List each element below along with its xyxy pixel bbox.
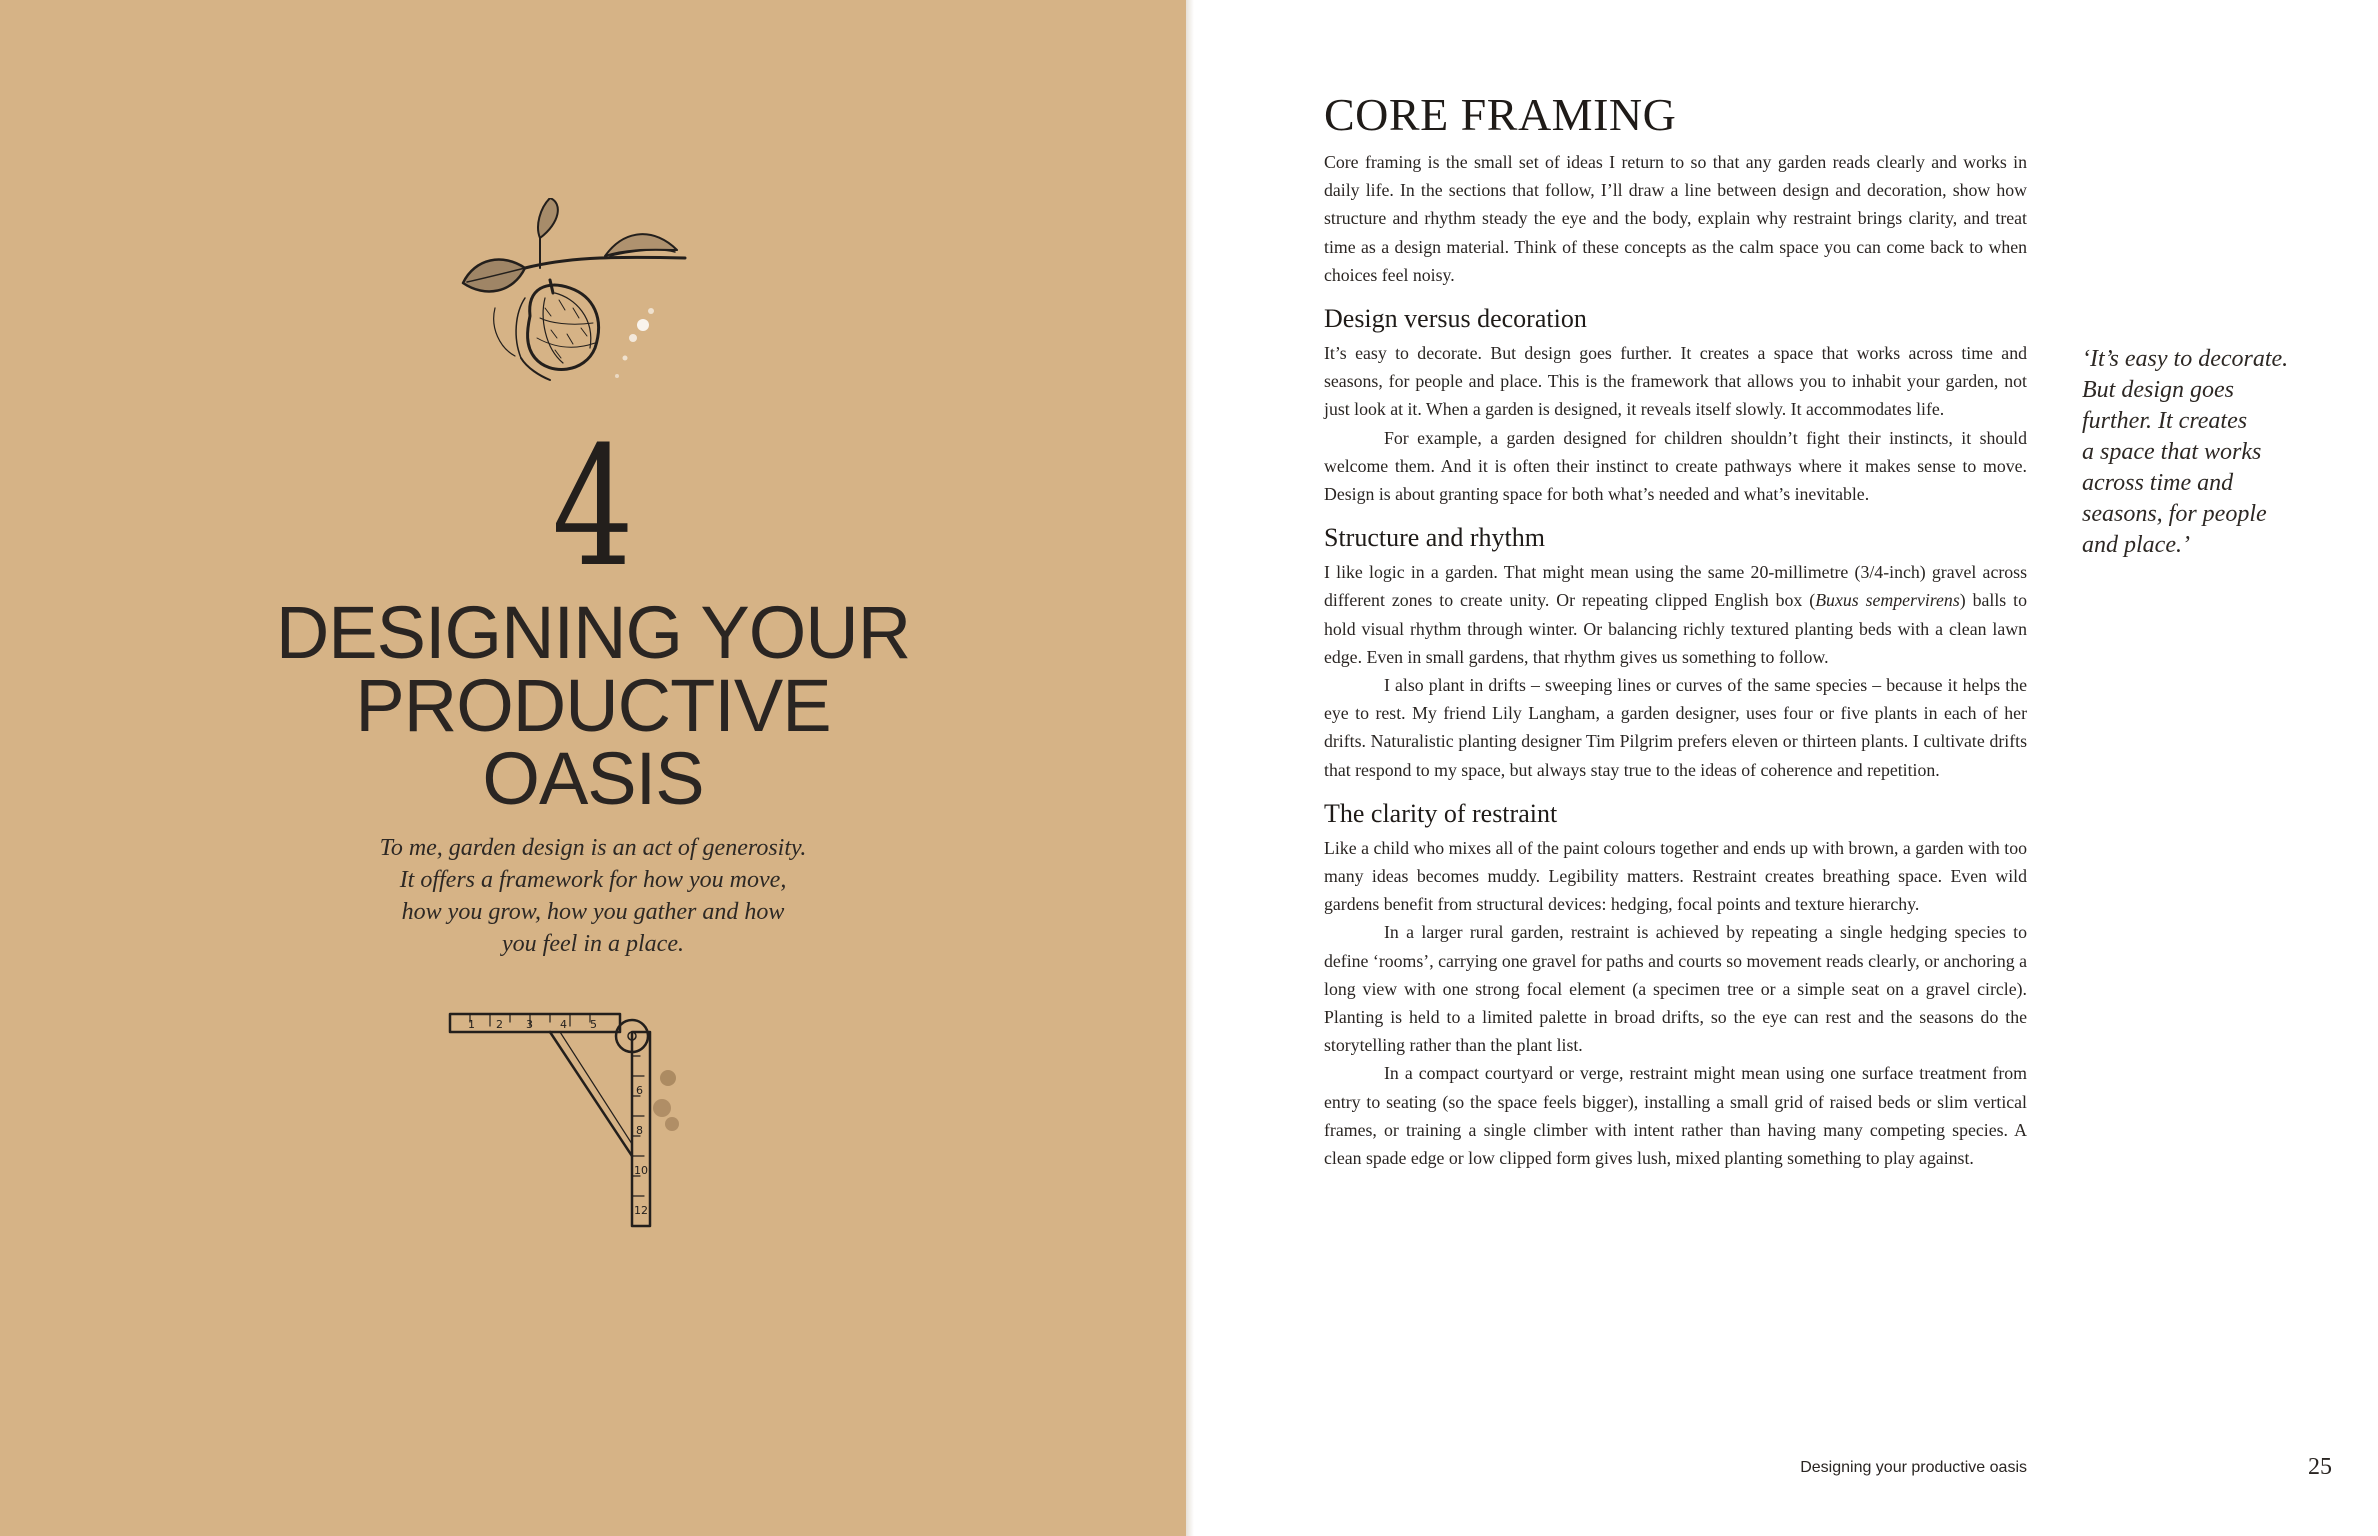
chapter-number: 4 [552,411,634,603]
pull-quote-line: a space that works [2082,439,2262,465]
ruler-mark: 4 [560,1018,567,1031]
section-title: CORE FRAMING [1324,89,1677,140]
ruler-mark: 12 [634,1204,648,1217]
chapter-title-line: DESIGNING YOUR [275,591,911,674]
ruler-mark: 10 [634,1164,648,1177]
ruler-mark: 1 [468,1018,475,1031]
body-paragraph: It’s easy to decorate. But design goes further. It creates a space that works across time and seasons, for people and place. This is the framework that allows you to inhabit your garden, not just look at it. When a garden is designed, it reveals itself slowly. It accommodates life. [1324,343,2027,420]
page-gutter [1186,0,1194,1536]
chapter-intro-line: It offers a framework for how you move, [399,867,787,893]
content-page [1194,0,2378,1536]
body-text-segment: I like logic in a garden. That might mean using the same 20-millimetre (3/4-inch) gravel across different zones to create unity. Or repeating clipped English box ( [1324,562,2027,611]
pull-quote-line: seasons, for people [2082,501,2267,527]
ruler-mark: 3 [526,1018,533,1031]
pull-quote [2082,344,2332,561]
chapter-intro-line: how you grow, how you gather and how [401,899,785,925]
chapter-intro-line: To me, garden design is an act of generosity. [379,835,807,861]
pull-quote-line: across time and [2082,470,2234,496]
chapter-intro [330,832,856,960]
folding-ruler-illustration [440,1006,690,1231]
pull-quote-line: further. It creates [2082,408,2248,434]
body-text [1324,148,2027,1172]
chapter-opener-page [0,0,1186,1536]
chapter-title-line: OASIS [482,737,704,820]
ruler-mark: 2 [496,1018,503,1031]
pull-quote-line: ‘It’s easy to decorate. [2082,346,2289,372]
chapter-title [180,591,1006,820]
ruler-mark: 5 [590,1018,597,1031]
subsection-heading: Design versus decoration [1324,304,1587,334]
fruit-branch-illustration [455,198,705,398]
pull-quote-line: and place.’ [2082,532,2190,558]
body-paragraph: For example, a garden designed for children shouldn’t fight their instincts, it should welcome them. And it is often their instinct to create pathways where it makes sense to move. Design is about granting space for both what’s needed and what’s inevitable. [1324,427,2027,505]
ruler-mark: 8 [636,1124,643,1137]
botanical-name: Buxus sempervirens [1815,590,1960,611]
body-paragraph [1324,558,2027,671]
body-paragraph: Like a child who mixes all of the paint colours together and ends up with brown, a garden with too many ideas becomes muddy. Legibility matters. Restraint creates breathing space. Even wild gardens benefit from structural devices: hedging, focal points and texture hierarchy. [1324,837,2027,915]
body-paragraph: In a compact courtyard or verge, restraint might mean using one surface treatment from entry to seating (so the space feels bigger), installing a small grid of raised beds or slim vertical frames, or training a single climber with intent rather than having many competing species. A clean spade edge or low clipped form gives lush, mixed planting something to play against. [1324,1063,2027,1169]
body-paragraph: In a larger rural garden, restraint is achieved by repeating a single hedging species to define ‘rooms’, carrying one gravel for paths and courts so movement reads clearly, or anchoring a long view with one strong focal element (a specimen tree or a simple seat on a gravel circle). Planting is held to a limited palette in broad drifts, so the eye can rest and the seasons do the storytelling rather than the plant list. [1324,922,2027,1056]
page-number: 25 [2308,1454,2332,1480]
chapter-title-line: PRODUCTIVE [355,664,831,747]
body-text-segment: ) balls to hold visual rhythm through winter. Or balancing richly textured planting beds with a clean lawn edge. Even in small gardens, that rhythm gives us something to follow. [1324,590,2027,667]
chapter-intro-line: you feel in a place. [502,931,684,957]
subsection-heading: The clarity of restraint [1324,798,1558,828]
ruler-mark: 6 [636,1084,643,1097]
pull-quote-line: But design goes [2082,377,2234,403]
running-footer: Designing your productive oasis [1800,1459,2027,1476]
body-paragraph: I also plant in drifts – sweeping lines or curves of the same species – because it helps the eye to rest. My friend Lily Langham, a garden designer, uses four or five plants in each of her drifts. Naturalistic planting designer Tim Pilgrim prefers eleven or thirteen plants. I cultivate drifts that respond to my space, but always stay true to the ideas of coherence and repetition. [1324,675,2027,780]
subsection-heading: Structure and rhythm [1324,523,1545,553]
intro-paragraph: Core framing is the small set of ideas I return to so that any garden reads clearly and works in daily life. In the sections that follow, I’ll draw a line between design and decoration, show how structure and rhythm steady the eye and the body, explain why restraint brings clarity, and treat time as a design material. Think of these concepts as the calm space you can come back to when choices feel noisy. [1324,152,2027,285]
